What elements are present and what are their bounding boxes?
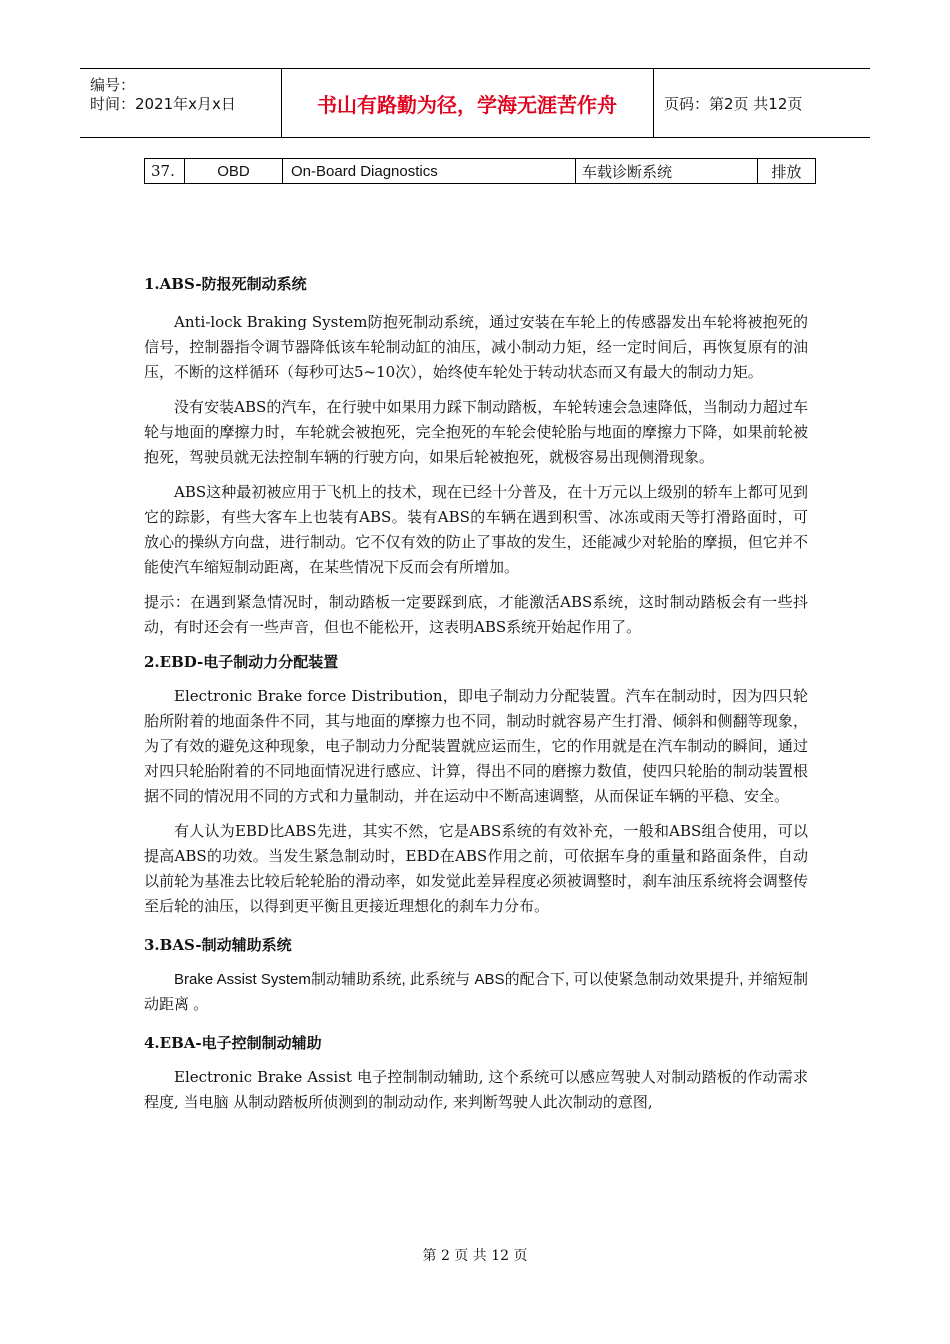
paragraph: 有人认为EBD比ABS先进，其实不然，它是ABS系统的有效补充，一般和ABS组合使用，可以提高ABS的功效。当发生紧急制动时，EBD在ABS作用之前，可依据车身的重量和路面条件，自动以前轮为基准去比较后轮轮胎的滑动率，如发觉此差异程度必须被调整时，刹车油压系统将会调整传至后轮的油压，以得到更平衡且更接近理想化的刹车力分布。 [144, 822, 808, 915]
header-motto: 书山有路勤为径，学海无涯苦作舟 [281, 69, 654, 137]
tip-paragraph: 提示：在遇到紧急情况时，制动踏板一定要踩到底，才能激活ABS系统，这时制动踏板会有一些抖动，有时还会有一些声音，但也不能松开，这表明ABS系统开始起作用了。 [144, 593, 808, 636]
section-title-abs: 1.ABS-防报死制动系统 [144, 275, 307, 293]
row-chinese-name: 车载诊断系统 [576, 159, 758, 183]
section-title-eba: 4.EBA-电子控制制动辅助 [144, 1034, 322, 1052]
section-title-bas: 3.BAS-制动辅助系统 [144, 936, 292, 954]
row-category: 排放 [771, 162, 802, 181]
date-label: 时间：2021年x月x日 [90, 95, 236, 113]
paragraph: Brake Assist System制动辅助系统, 此系统与 ABS的配合下, 可以使紧急制动效果提升, 并缩短制动距离 。 [144, 971, 808, 1013]
paragraph: Anti-lock Braking System防抱死制动系统，通过安装在车轮上的传感器发出车轮将被抱死的信号，控制器指令调节器降低该车轮制动缸的油压，减小制动力矩，经一定时间后，再恢复原有的油压，不断的这样循环（每秒可达5~10次），始终使车轮处于转动状态而又有最大的制动力矩。 [144, 313, 808, 381]
row-abbreviation: OBD [185, 159, 283, 183]
document-body [144, 270, 808, 1115]
paragraph: Electronic Brake force Distribution，即电子制动力分配装置。汽车在制动时，因为四只轮胎所附着的地面条件不同，其与地面的摩擦力也不同，制动时就容易产生打滑、倾斜和侧翻等现象，为了有效的避免这种现象，电子制动力分配装置就应运而生，它的作用就是在汽车制动的瞬间，通过对四只轮胎附着的不同地面情况进行感应、计算，得出不同的磨擦力数值，使四只轮胎的制动装置根据不同的情况用不同的方式和力量制动，并在运动中不断高速调整，从而保证车辆的平稳、安全。 [144, 687, 808, 805]
section-title-ebd: 2.EBD-电子制动力分配装置 [144, 653, 339, 671]
paragraph: 没有安装ABS的汽车，在行驶中如果用力踩下制动踏板，车轮转速会急速降低，当制动力超过车轮与地面的摩擦力时，车轮就会被抱死，完全抱死的车轮会使轮胎与地面的摩擦力下降，如果前轮被抱死，驾驶员就无法控制车辆的行驶方向，如果后轮被抱死，就极容易出现侧滑现象。 [144, 398, 808, 466]
paragraph: Electronic Brake Assist 电子控制制动辅助, 这个系统可以感应驾驶人对制动踏板的作动需求程度, 当电脑 从制动踏板所侦测到的制动动作, 来判断驾驶人此次制动的意图, [144, 1068, 808, 1111]
page-footer: 第 2 页 共 12 页 [422, 1248, 528, 1264]
abbreviation-table-row [144, 158, 816, 184]
row-full-name: On-Board Diagnostics [283, 159, 576, 183]
paragraph: ABS这种最初被应用于飞机上的技术，现在已经十分普及，在十万元以上级别的轿车上都可见到它的踪影，有些大客车上也装有ABS。装有ABS的车辆在遇到积雪、冰冻或雨天等打滑路面时，可放心的操纵方向盘，进行制动。它不仅有效的防止了事故的发生，还能减少对轮胎的摩损，但它并不能使汽车缩短制动距离，在某些情况下反而会有所增加。 [144, 483, 808, 576]
page-header [80, 68, 870, 138]
number-label: 编号： [90, 76, 136, 94]
row-index: 37. [145, 159, 185, 183]
header-meta [80, 69, 282, 137]
header-page-number: 页码：第2页 共12页 [664, 94, 803, 113]
